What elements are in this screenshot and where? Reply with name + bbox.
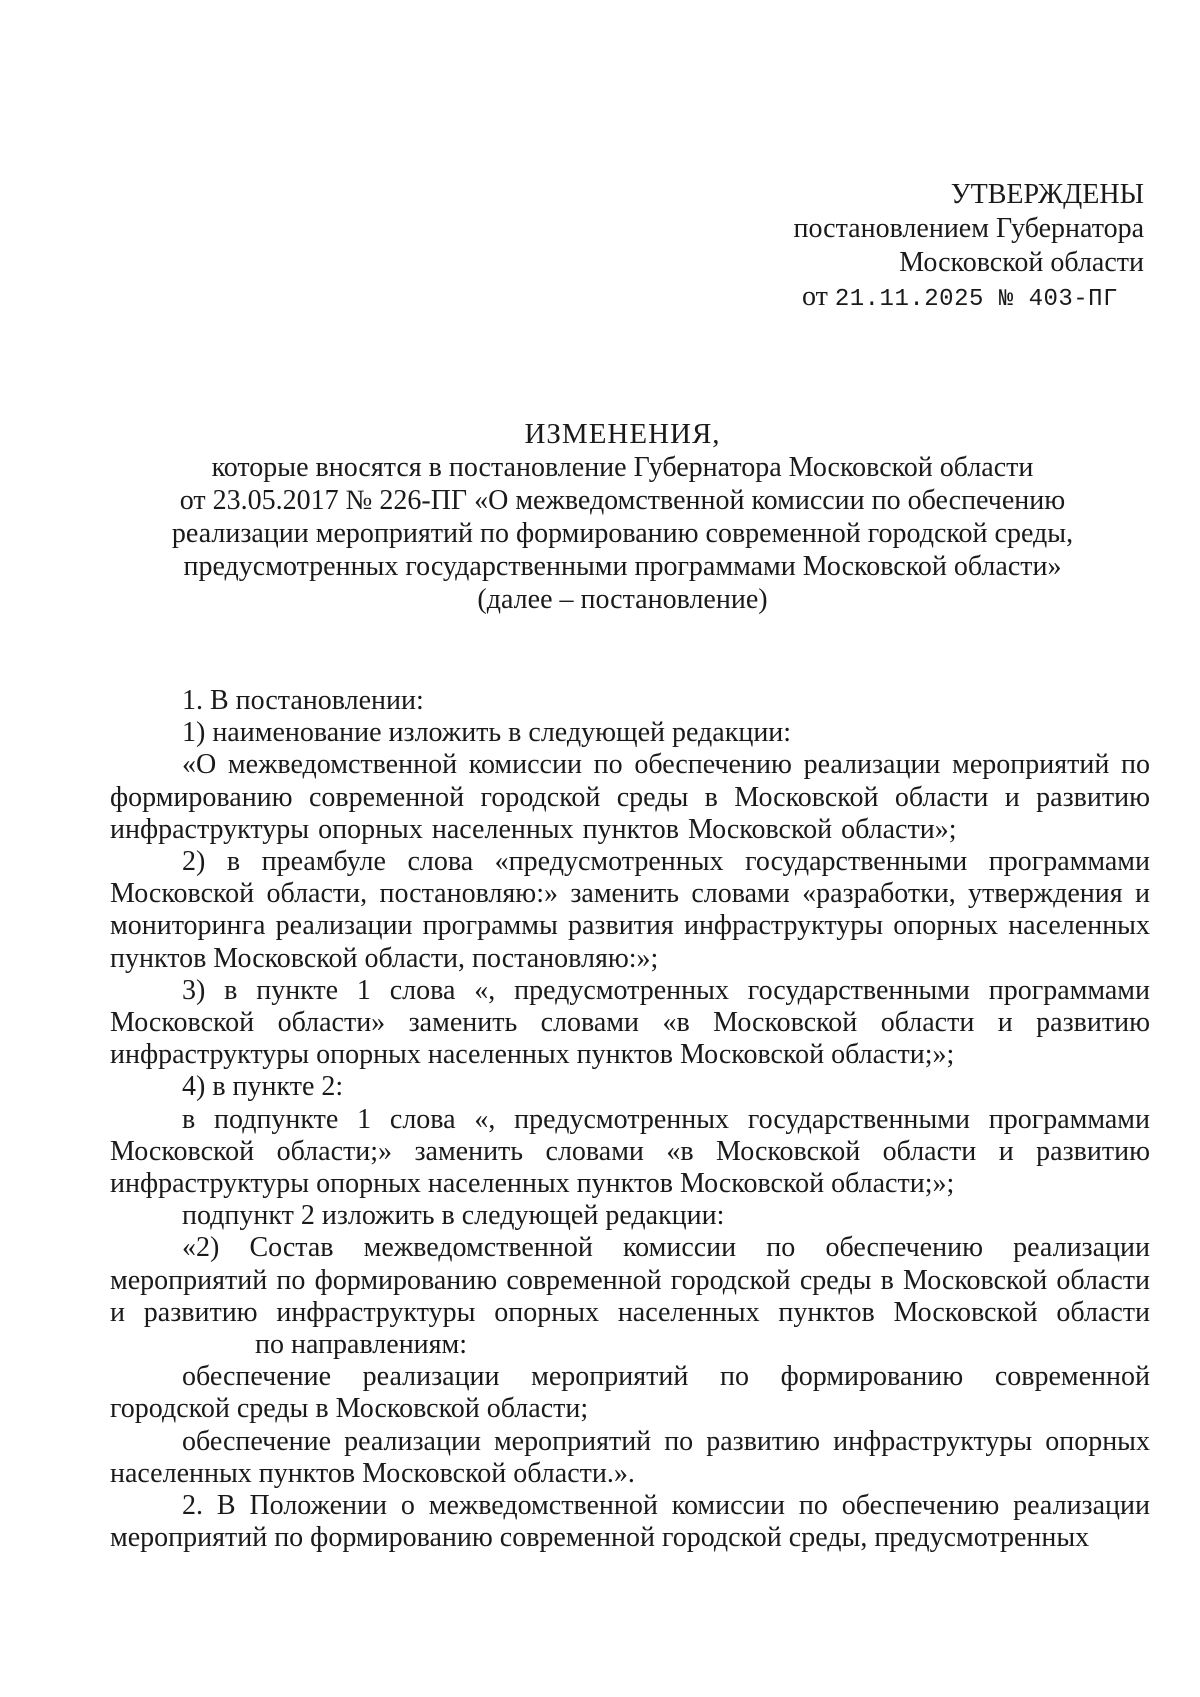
paragraph: 1. В постановлении: bbox=[182, 685, 424, 716]
paragraph: 2) в преамбуле слова «предусмотренных государственными программами Московской области, постановляю:» заменить словами «разработки, утверждения и мониторинга реализации программы развития инфраструктуры опорных населенных пунктов Московской области, постановляю:»; bbox=[110, 846, 1150, 974]
approval-date-prefix: от bbox=[801, 281, 828, 312]
title-line: предусмотренных государственными программами Московской области» bbox=[183, 551, 1062, 582]
paragraph: 4) в пункте 2: bbox=[182, 1071, 344, 1103]
approval-date-line bbox=[793, 280, 1144, 317]
paragraph: 1) наименование изложить в следующей редакции: bbox=[182, 717, 792, 749]
title-line: которые вносятся в постановление Губернатора Московской области bbox=[211, 452, 1034, 483]
approval-block bbox=[793, 178, 1144, 317]
title-line: реализации мероприятий по формированию современной городской среды, bbox=[171, 518, 1074, 549]
approval-line-region: Московской области bbox=[899, 247, 1144, 278]
paragraph: подпункт 2 изложить в следующей редакции: bbox=[182, 1200, 725, 1232]
document-body bbox=[110, 685, 1150, 1554]
approval-title: УТВЕРЖДЕНЫ bbox=[950, 179, 1144, 210]
title-line: от 23.05.2017 № 226-ПГ «О межведомственной комиссии по обеспечению bbox=[179, 485, 1066, 516]
paragraph: 3) в пункте 1 слова «, предусмотренных государственными программами Московской области» заменить словами «в Московской области и развитию инфраструктуры опорных населенных пунктов Московской области;»; bbox=[110, 974, 1150, 1071]
paragraph: обеспечение реализации мероприятий по развитию инфраструктуры опорных населенных пунктов Московской области.». bbox=[110, 1425, 1150, 1489]
paragraph-text: по направлениям: bbox=[255, 1329, 468, 1361]
approval-line-decree: постановлением Губернатора bbox=[793, 213, 1144, 244]
document-title-block bbox=[100, 418, 1145, 616]
paragraph: обеспечение реализации мероприятий по формированию современной городской среды в Московской области; bbox=[110, 1361, 1150, 1425]
document-heading: ИЗМЕНЕНИЯ, bbox=[524, 418, 721, 450]
paragraph: в подпункте 1 слова «, предусмотренных государственными программами Московской области;» заменить словами «в Московской области и развитию инфраструктуры опорных населенных пунктов Московской области;»; bbox=[110, 1103, 1150, 1200]
paragraph-composition bbox=[110, 1232, 1150, 1361]
paragraph: «О межведомственной комиссии по обеспечению реализации мероприятий по формированию современной городской среды в Московской области и развитию инфраструктуры опорных населенных пунктов Московской области»; bbox=[110, 749, 1150, 845]
approval-date-number: 21.11.2025 № 403-ПГ bbox=[834, 286, 1118, 313]
paragraph-text: «2) Состав межведомственной комиссии по обеспечению реализации мероприятий по формированию современной городской среды в Московской области и развитию инфраструктуры опорных населенных пунктов Московской области bbox=[110, 1232, 1150, 1328]
title-line: (далее – постановление) bbox=[477, 584, 768, 615]
paragraph: 2. В Положении о межведомственной комиссии по обеспечению реализации мероприятий по формированию современной городской среды, предусмотренных bbox=[110, 1490, 1150, 1554]
